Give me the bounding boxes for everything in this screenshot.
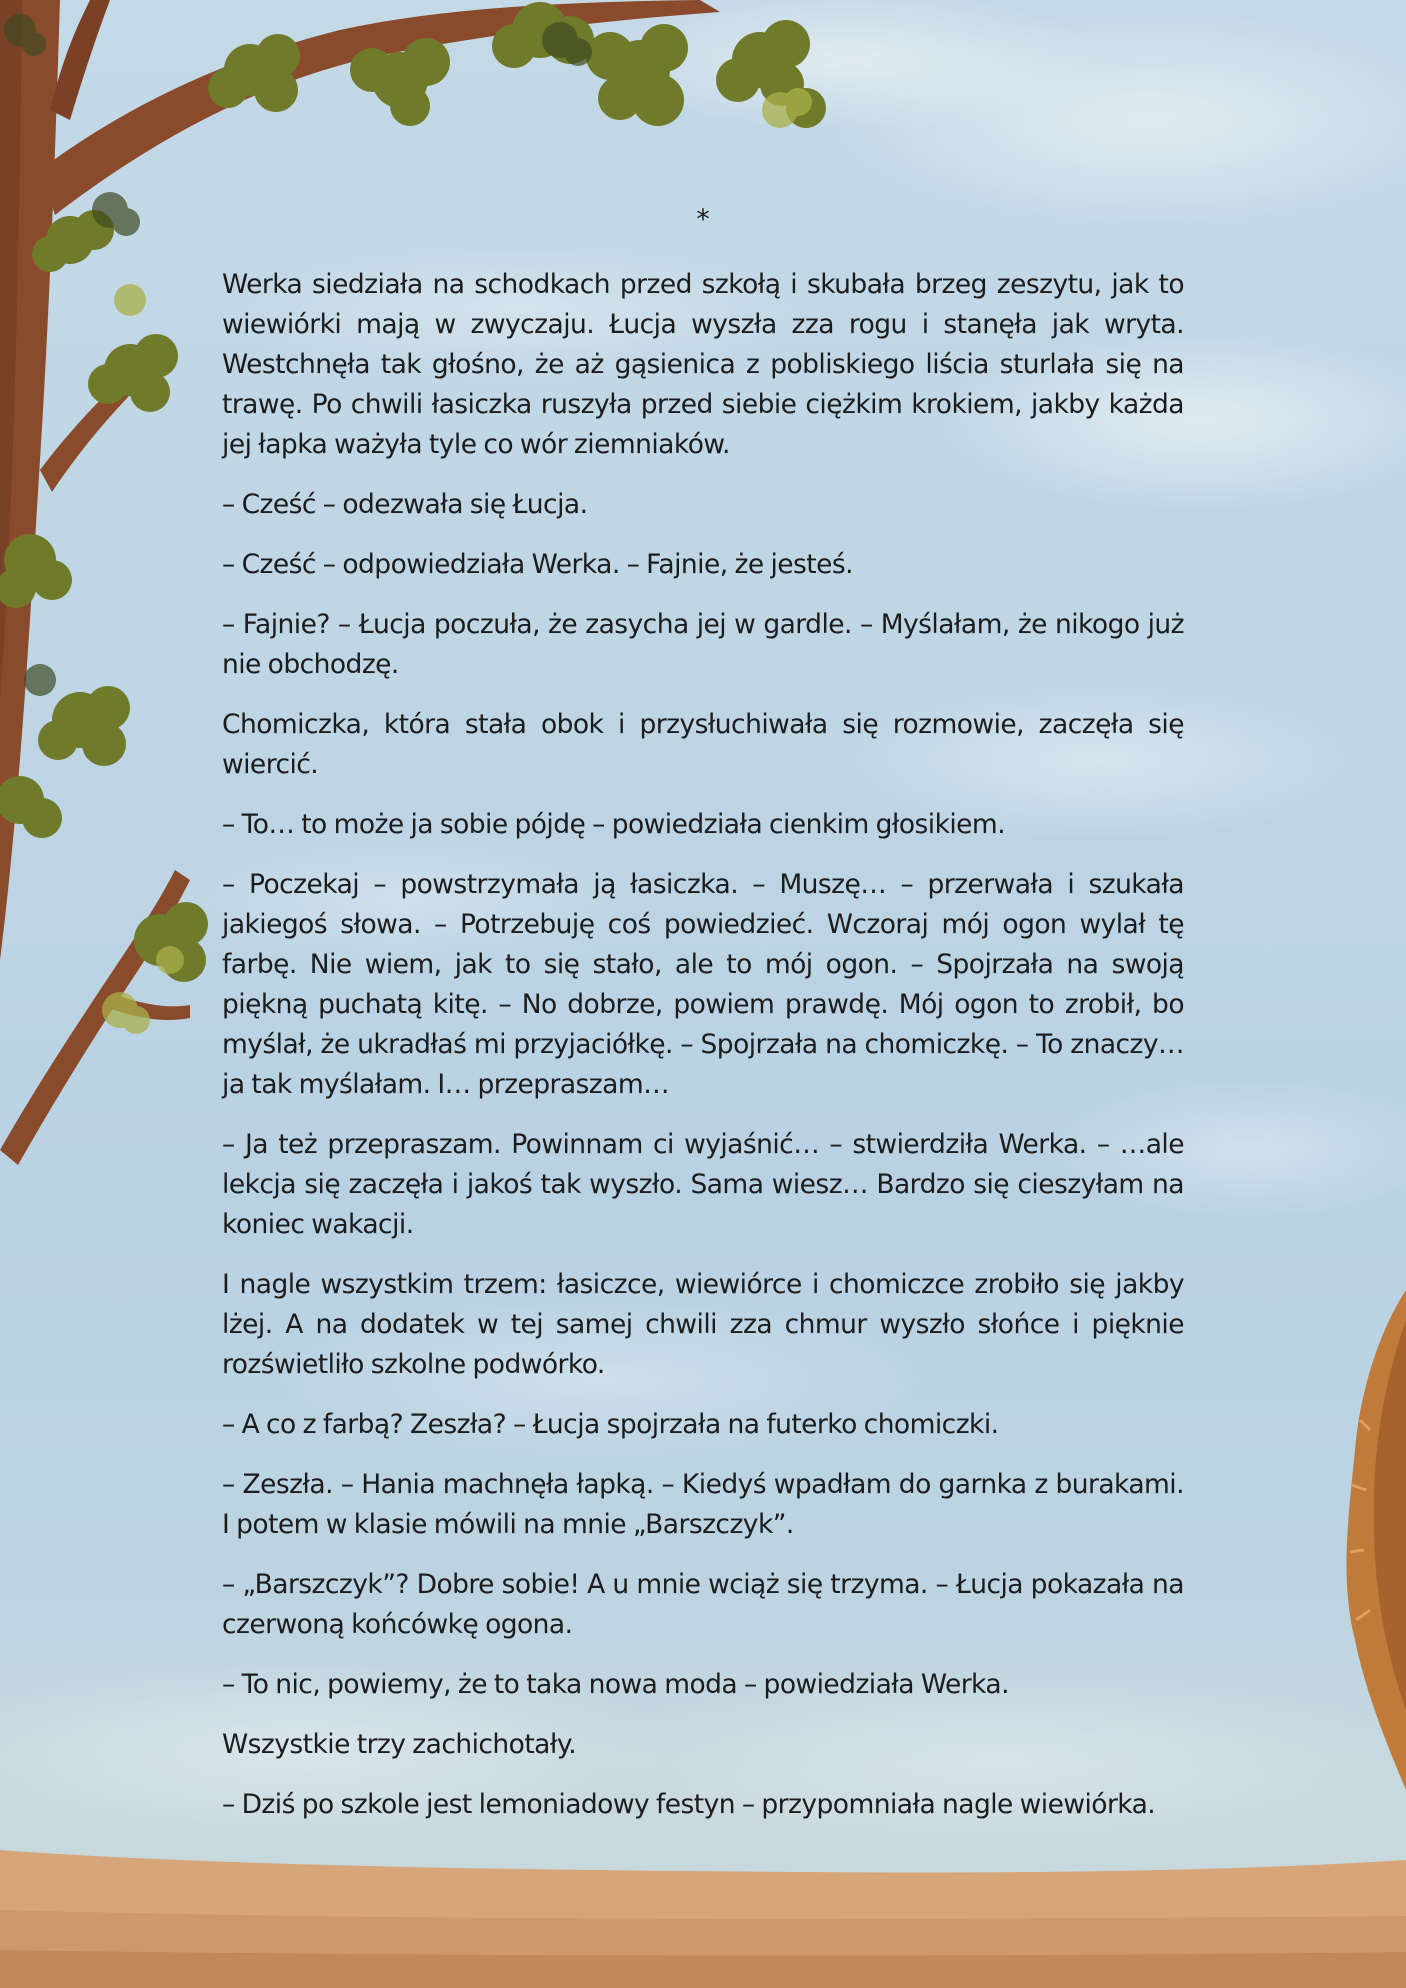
paragraph-9: I nagle wszystkim trzem: łasiczce, wiewiórce i chomiczce zrobiło się jakby lżej. A na dodatek w tej samej chwili zza chmur wyszło słońce i pięknie rozświetliło szkolne podwórko. (222, 1269, 1184, 1380)
squirrel-tail-illustration (1330, 1290, 1406, 1790)
story-text (222, 200, 1184, 1845)
paragraph-13: – To nic, powiemy, że to taka nowa moda – powiedziała Werka. (222, 1669, 1009, 1700)
wooden-ground-illustration (0, 1830, 1406, 1988)
paragraph-5: Chomiczka, która stała obok i przysłuchiwała się rozmowie, zaczęła się wiercić. (222, 709, 1184, 780)
paragraph-14: Wszystkie trzy zachichotały. (222, 1729, 577, 1760)
paragraph-12: – „Barszczyk”? Dobre sobie! A u mnie wciąż się trzyma. – Łucja pokazała na czerwoną końcówkę ogona. (222, 1569, 1184, 1640)
paragraph-7: – Poczekaj – powstrzymała ją łasiczka. – Muszę… – przerwała i szukała jakiegoś słowa. – Potrzebuję coś powiedzieć. Wczoraj mój ogon wylał tę farbę. Nie wiem, jak to się stało, ale to mój ogon. – Spojrzała na swoją piękną puchatą kitę. – No dobrze, powiem prawdę. Mój ogon to zrobił, bo myślał, że ukradłaś mi przyjaciółkę. – Spojrzała na chomiczkę. – To znaczy… ja tak myślałam. I… przepraszam… (222, 869, 1184, 1100)
paragraph-11: – Zeszła. – Hania machnęła łapką. – Kiedyś wpadłam do garnka z burakami. I potem w klasie mówili na mnie „Barszczyk”. (222, 1469, 1184, 1540)
paragraph-15: – Dziś po szkole jest lemoniadowy festyn – przypomniała nagle wiewiórka. (222, 1789, 1156, 1820)
paragraph-3: – Cześć – odpowiedziała Werka. – Fajnie, że jesteś. (222, 549, 853, 580)
paragraph-2: – Cześć – odezwała się Łucja. (222, 489, 588, 520)
paragraph-1: Werka siedziała na schodkach przed szkołą i skubała brzeg zeszytu, jak to wiewiórki mają w zwyczaju. Łucja wyszła zza rogu i stanęła jak wryta. Westchnęła tak głośno, że aż gąsienica z pobliskiego liścia sturlała się na trawę. Po chwili łasiczka ruszyła przed siebie ciężkim krokiem, jakby każda jej łapka ważyła tyle co wór ziemniaków. (222, 269, 1184, 460)
paragraph-6: – To… to może ja sobie pójdę – powiedziała cienkim głosikiem. (222, 809, 1006, 840)
paragraph-4: – Fajnie? – Łucja poczuła, że zasycha jej w gardle. – Myślałam, że nikogo już nie obchodzę. (222, 609, 1184, 680)
paragraph-10: – A co z farbą? Zeszła? – Łucja spojrzała na futerko chomiczki. (222, 1409, 999, 1440)
paragraph-8: – Ja też przepraszam. Powinnam ci wyjaśnić… – stwierdziła Werka. – …ale lekcja się zaczęła i jakoś tak wyszło. Sama wiesz… Bardzo się cieszyłam na koniec wakacji. (222, 1129, 1184, 1240)
section-separator: * (696, 204, 710, 235)
